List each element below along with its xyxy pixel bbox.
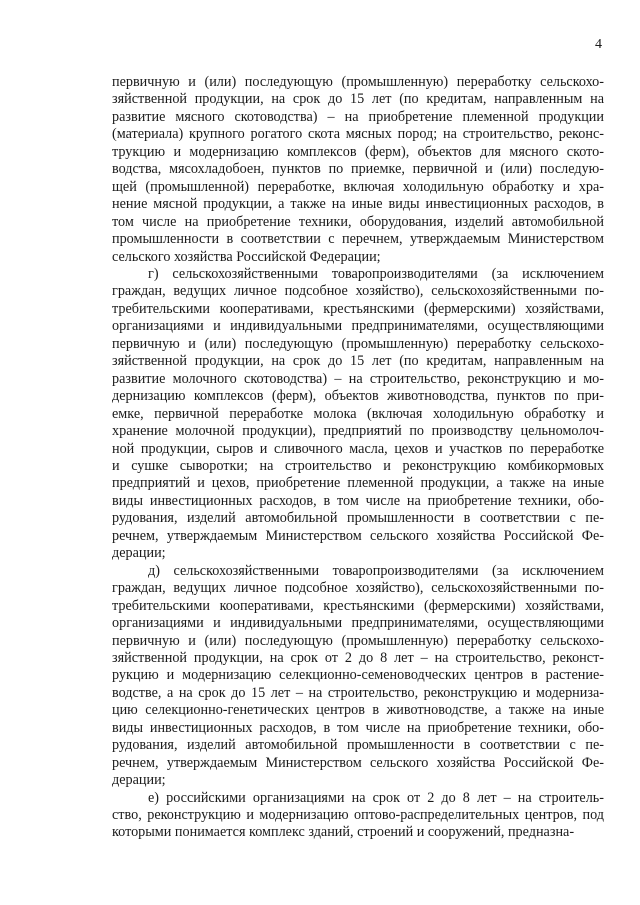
paragraph-g [112, 266, 604, 563]
text-line: требительскими кооперативами, крестьянскими (фермерскими) хозяйствами, [112, 597, 604, 614]
text-line: зяйственной продукции, на срок от 2 до 8 лет – на строительство, реконст- [112, 649, 604, 666]
text-line: д) сельскохозяйственными товаропроизводителями (за исключением [148, 562, 604, 579]
text-line: требительскими кооперативами, крестьянскими (фермерскими) хозяйствами, [112, 300, 604, 317]
text-line: цию селекционно-генетических центров в животноводстве, а также на иные [112, 702, 604, 719]
text-line: первичную и (или) последующую (промышленную) переработку сельскохо- [112, 74, 604, 90]
text-line: ной продукции, сыров и сливочного масла, цехов и участков по переработке [112, 440, 604, 457]
text-line: ство, реконструкцию и модернизацию оптово-распределительных центров, под [112, 807, 604, 824]
text-line: (материала) крупного рогатого скота мясных пород; на строительство, реконс- [112, 126, 604, 143]
text-line: дерации; [112, 772, 166, 789]
text-line: виды инвестиционных расходов, в том числе на приобретение техники, обо- [112, 719, 604, 736]
text-line: речнем, утверждаемым Министерством сельского хозяйства Российской Фе- [112, 754, 604, 771]
text-line: граждан, ведущих личное подсобное хозяйство), сельскохозяйственными по- [112, 283, 604, 300]
text-line: дернизацию комплексов (ферм), объектов животноводства, пунктов по при- [112, 388, 604, 405]
text-line: нение мясной продукции, а также на иные виды инвестиционных расходов, в [112, 196, 604, 213]
paragraph-e [112, 790, 604, 842]
text-line: е) российскими организациями на срок от 2 до 8 лет – на строитель- [148, 789, 604, 806]
text-line: хранение молочной продукции), предприятий по производству цельномолоч- [112, 423, 604, 440]
text-line: рукцию и модернизацию селекционно-семеноводческих центров в растение- [112, 667, 604, 684]
text-line: виды инвестиционных расходов, в том числе на приобретение техники, обо- [112, 492, 604, 509]
text-line: дерации; [112, 545, 166, 562]
text-line: том числе на приобретение техники, оборудования, изделий автомобильной [112, 213, 604, 230]
text-line: сельского хозяйства Российской Федерации; [112, 248, 381, 265]
text-line: водства, мясохладобоен, пунктов по приемке, первичной и (или) последую- [112, 161, 604, 178]
text-line: емке, первичной переработке молока (включая холодильную обработку и [112, 405, 604, 422]
text-line: речнем, утверждаемым Министерством сельского хозяйства Российской Фе- [112, 527, 604, 544]
text-line: граждан, ведущих личное подсобное хозяйство), сельскохозяйственными по- [112, 580, 604, 597]
text-line: развитие молочного скотоводства) – на строительство, реконструкцию и мо- [112, 370, 604, 387]
text-line: и сушке сыворотки; на строительство и реконструкцию комбикормовых [112, 457, 604, 474]
text-line: первичную и (или) последующую (промышленную) переработку сельскохо- [112, 632, 604, 649]
paragraph-cont [112, 74, 604, 266]
text-line: развитие мясного скотоводства) – на приобретение племенной продукции [112, 108, 604, 125]
text-line: зяйственной продукции, на срок до 15 лет (по кредитам, направленным на [112, 353, 604, 370]
text-line: щей (промышленной) переработке, включая холодильную обработку и хра- [112, 178, 604, 195]
text-line: организациями и индивидуальными предпринимателями, осуществляющими [112, 318, 604, 335]
text-line: зяйственной продукции, на срок до 15 лет (по кредитам, направленным на [112, 91, 604, 108]
text-line: рудования, изделий автомобильной промышленности в соответствии с пе- [112, 510, 604, 527]
text-line: водстве, а на срок до 15 лет – на строительство, реконструкцию и модерниза- [112, 684, 604, 701]
text-line: которыми понимается комплекс зданий, строений и сооружений, предназна- [112, 824, 575, 841]
text-line: рудования, изделий автомобильной промышленности в соответствии с пе- [112, 737, 604, 754]
text-line: г) сельскохозяйственными товаропроизводителями (за исключением [148, 265, 604, 282]
text-line: первичную и (или) последующую (промышленную) переработку сельскохо- [112, 335, 604, 352]
page-number: 4 [595, 37, 602, 52]
paragraph-d [112, 563, 604, 790]
text-line: предприятий и цехов, приобретение племенной продукции, а также на иные [112, 475, 604, 492]
text-line: организациями и индивидуальными предпринимателями, осуществляющими [112, 615, 604, 632]
text-line: промышленности в соответствии с перечнем, утверждаемым Министерством [112, 231, 604, 248]
text-line: трукцию и модернизацию комплексов (ферм), объектов для мясного ското- [112, 143, 604, 160]
document-body [112, 74, 604, 842]
